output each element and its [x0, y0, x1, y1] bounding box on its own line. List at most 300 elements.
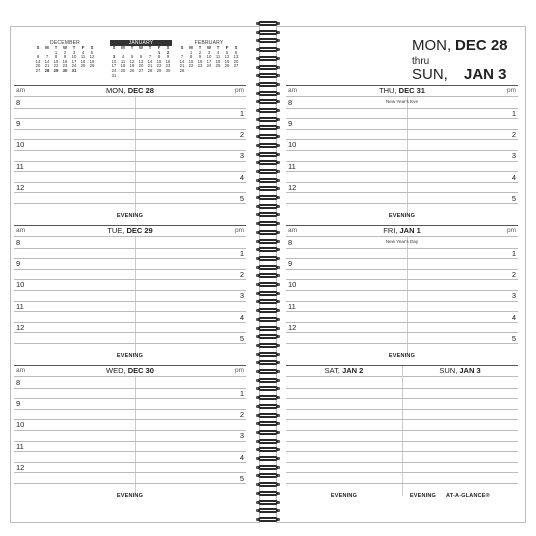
- hour-label-pm: 5: [239, 474, 244, 483]
- mini-calendar-date: 16: [165, 58, 171, 64]
- mini-calendar-date: 18: [215, 58, 221, 64]
- spiral-ring: [256, 37, 280, 44]
- time-slot-line: [14, 150, 246, 151]
- am-label: am: [16, 87, 26, 94]
- pm-label: pm: [234, 367, 244, 374]
- time-slot-line: [286, 118, 518, 119]
- header-underline: [14, 236, 246, 237]
- mini-calendar-date: 28: [147, 67, 153, 73]
- day-block-thu[interactable]: [286, 86, 518, 226]
- spiral-ring: [256, 255, 280, 262]
- time-slot-line: [286, 290, 518, 291]
- header-underline: [286, 236, 518, 237]
- hour-label-am: 8: [16, 98, 21, 107]
- mini-calendar-date: 22: [156, 63, 162, 69]
- day-name: [14, 226, 246, 235]
- mini-calendar-date: 6: [234, 49, 238, 55]
- day-of-week: SAT,: [324, 366, 340, 375]
- time-slot-line: [286, 483, 518, 484]
- mini-calendar-date: 15: [188, 58, 194, 64]
- time-slot-line: [286, 129, 518, 130]
- time-slot-line: [14, 248, 246, 249]
- day-name: [14, 366, 246, 375]
- time-slot-line: [286, 451, 518, 452]
- mini-calendar-date: [232, 69, 240, 74]
- mini-calendar-date: 31: [111, 72, 117, 78]
- mini-calendar-date: 23: [165, 63, 171, 69]
- mini-calendar-date: 16: [197, 58, 203, 64]
- spiral-ring: [256, 238, 280, 245]
- spiral-ring: [256, 385, 280, 392]
- evening-label: EVENING: [330, 493, 358, 499]
- mini-calendar-date: 23: [62, 63, 68, 69]
- time-slot-line: [14, 258, 246, 259]
- weekday-label: M: [121, 45, 125, 50]
- hour-label-pm: 2: [511, 270, 516, 279]
- mini-calendar-date: [88, 69, 96, 74]
- spiral-ring: [256, 455, 280, 462]
- mini-calendar-date: 1: [54, 49, 58, 55]
- time-slot-line: [286, 192, 518, 193]
- weekday-label: S: [112, 45, 116, 50]
- time-slot-line: [14, 290, 246, 291]
- mini-calendar-date: 27: [35, 67, 41, 73]
- time-slot-line: [14, 332, 246, 333]
- time-slot-line: [14, 462, 246, 463]
- mini-calendar: [178, 40, 240, 74]
- spiral-ring: [256, 438, 280, 445]
- time-slot-line: [14, 139, 246, 140]
- mini-calendar-date: 21: [147, 63, 153, 69]
- day-header: [286, 86, 518, 96]
- spiral-ring: [256, 81, 280, 88]
- hour-label-pm: 2: [239, 270, 244, 279]
- hour-label-pm: 2: [239, 130, 244, 139]
- spiral-ring: [256, 272, 280, 279]
- mini-calendar-date: 9: [198, 54, 202, 60]
- hour-label-pm: 3: [239, 151, 244, 160]
- weekday-label: S: [234, 45, 238, 50]
- mini-calendar-date: 16: [62, 58, 68, 64]
- mini-calendar-date: 28: [44, 67, 50, 73]
- mini-calendar-date: [155, 74, 163, 79]
- spiral-ring: [256, 325, 280, 332]
- day-date: DEC 28: [127, 86, 154, 95]
- spiral-ring: [256, 220, 280, 227]
- column-divider: [135, 97, 136, 213]
- spiral-ring: [256, 177, 280, 184]
- mini-calendar-date: 2: [166, 49, 170, 55]
- hour-label-pm: 2: [511, 130, 516, 139]
- spiral-binding: [256, 20, 280, 528]
- day-of-week: SUN,: [439, 366, 458, 375]
- mini-calendar-date: 11: [120, 58, 126, 64]
- hour-label-am: 9: [288, 259, 293, 268]
- spiral-ring: [256, 264, 280, 271]
- mini-calendar-date: [214, 69, 222, 74]
- time-slot-line: [14, 279, 246, 280]
- hour-label-am: 9: [16, 259, 21, 268]
- hour-label-am: 10: [16, 140, 25, 149]
- time-slot-line: [14, 388, 246, 389]
- mini-calendar-date: 18: [80, 58, 86, 64]
- time-slot-line: [14, 182, 246, 183]
- pm-label: pm: [506, 227, 516, 234]
- week-thru: thru: [412, 56, 430, 67]
- day-block-mon[interactable]: [14, 86, 246, 226]
- spiral-ring: [256, 159, 280, 166]
- time-slot-line: [286, 430, 518, 431]
- time-slot-line: [14, 451, 246, 452]
- time-slot-line: [286, 462, 518, 463]
- time-slot-line: [14, 441, 246, 442]
- hour-label-am: 11: [288, 162, 296, 171]
- mini-calendar-date: 15: [156, 58, 162, 64]
- evening-label: EVENING: [116, 493, 144, 499]
- weekday-label: S: [90, 45, 94, 50]
- evening-label: EVENING: [388, 353, 416, 359]
- mini-calendar-date: 17: [71, 58, 77, 64]
- day-date: JAN 3: [459, 366, 481, 375]
- mini-calendar-date: 3: [207, 49, 211, 55]
- hour-label-am: 9: [288, 119, 293, 128]
- mini-calendar-date: 5: [225, 49, 229, 55]
- mini-calendar-date: 22: [188, 63, 194, 69]
- day-name: [286, 226, 518, 235]
- day-name-sat[interactable]: [286, 366, 402, 375]
- weekday-label: F: [157, 45, 161, 50]
- mini-calendar: [110, 40, 172, 78]
- hour-label-pm: 1: [239, 249, 244, 258]
- header-rule: [14, 225, 246, 226]
- weekday-label: S: [180, 45, 184, 50]
- day-date: DEC 31: [398, 86, 425, 95]
- time-slot-line: [14, 161, 246, 162]
- time-slot-line: [14, 129, 246, 130]
- spiral-ring: [256, 55, 280, 62]
- mini-calendar-date: 4: [216, 49, 220, 55]
- spiral-ring: [256, 403, 280, 410]
- mini-calendar-date: 17: [206, 58, 212, 64]
- day-name-sun[interactable]: [402, 366, 518, 375]
- am-label: am: [288, 227, 298, 234]
- mini-calendar-date: 19: [89, 58, 95, 64]
- mini-calendar-date: [196, 69, 204, 74]
- mini-calendar-date: [137, 74, 145, 79]
- mini-calendar-date: [119, 74, 127, 79]
- hour-label-am: 8: [288, 98, 293, 107]
- time-slot-line: [14, 301, 246, 302]
- pm-label: pm: [234, 227, 244, 234]
- mini-calendar-month: JANUARY: [110, 40, 172, 46]
- mini-calendar-date: 26: [89, 63, 95, 69]
- time-slot-line: [14, 311, 246, 312]
- mini-calendar-date: 26: [224, 63, 230, 69]
- week-end-date: JAN 3: [464, 66, 507, 83]
- header-rule: [14, 365, 246, 366]
- spiral-ring: [256, 90, 280, 97]
- mini-calendar-date: 27: [233, 63, 239, 69]
- spiral-ring: [256, 151, 280, 158]
- mini-calendar-date: 9: [63, 54, 67, 60]
- hour-label-pm: 4: [511, 173, 516, 182]
- time-slot-line: [286, 269, 518, 270]
- mini-calendar-date: 29: [53, 67, 59, 73]
- mini-calendar-date: 21: [44, 63, 50, 69]
- spiral-ring: [256, 342, 280, 349]
- spiral-ring: [256, 368, 280, 375]
- mini-calendar-date: 6: [139, 54, 143, 60]
- hour-label-am: 11: [288, 302, 296, 311]
- weekday-label: S: [166, 45, 170, 50]
- mini-calendar-date: 18: [120, 63, 126, 69]
- header-underline: [14, 96, 246, 97]
- spiral-ring: [256, 481, 280, 488]
- hour-label-am: 12: [288, 323, 297, 332]
- day-header: [286, 226, 518, 236]
- mini-calendar-date: [146, 74, 154, 79]
- weekday-label: M: [189, 45, 193, 50]
- time-slot-line: [286, 139, 518, 140]
- mini-calendar-date: 9: [166, 54, 170, 60]
- time-slot-line: [14, 269, 246, 270]
- mini-calendar-date: 21: [179, 63, 185, 69]
- column-divider: [407, 97, 408, 213]
- spiral-ring: [256, 203, 280, 210]
- mini-calendar-date: 30: [165, 67, 171, 73]
- mini-calendar-date: 1: [189, 49, 193, 55]
- hour-label-pm: 4: [239, 173, 244, 182]
- day-of-week: FRI,: [383, 226, 398, 235]
- mini-calendar-date: 15: [53, 58, 59, 64]
- mini-calendar-date: 30: [62, 67, 68, 73]
- mini-calendar-date: 17: [111, 63, 117, 69]
- weekday-label: T: [72, 45, 76, 50]
- time-slot-line: [14, 108, 246, 109]
- hour-label-pm: 5: [239, 194, 244, 203]
- hour-label-pm: 3: [511, 151, 516, 160]
- weekday-label: W: [207, 45, 211, 50]
- mini-calendar-date: 7: [180, 54, 184, 60]
- mini-calendar-date: 3: [72, 49, 76, 55]
- mini-calendar-date: 3: [112, 54, 116, 60]
- day-of-week: THU,: [379, 86, 397, 95]
- mini-calendar-date: [79, 69, 87, 74]
- time-slot-line: [286, 150, 518, 151]
- mini-calendar-week: [110, 74, 172, 79]
- time-slot-line: [286, 279, 518, 280]
- mini-calendar-date: 12: [224, 54, 230, 60]
- mini-calendar-week: [178, 69, 240, 74]
- time-slot-line: [286, 203, 518, 204]
- mini-calendar-week: [34, 69, 96, 74]
- holiday-note: New Year's Eve: [385, 99, 419, 104]
- time-slot-line: [286, 322, 518, 323]
- weekday-label: S: [36, 45, 40, 50]
- time-slot-line: [14, 343, 246, 344]
- am-label: am: [16, 227, 26, 234]
- mini-calendar-date: 24: [206, 63, 212, 69]
- weekday-label: T: [198, 45, 202, 50]
- spiral-ring: [256, 333, 280, 340]
- hour-label-pm: 4: [239, 453, 244, 462]
- time-slot-line: [286, 161, 518, 162]
- day-date: DEC 30: [127, 366, 154, 375]
- mini-calendar-date: 11: [215, 54, 221, 60]
- mini-calendar-date: 8: [54, 54, 58, 60]
- hour-label-am: 8: [288, 238, 293, 247]
- pm-label: pm: [234, 87, 244, 94]
- weekday-label: W: [63, 45, 67, 50]
- hour-label-pm: 4: [239, 313, 244, 322]
- mini-calendar-date: 26: [129, 67, 135, 73]
- time-slot-line: [286, 388, 518, 389]
- mini-calendar-date: 25: [120, 67, 126, 73]
- mini-calendar-date: [128, 74, 136, 79]
- mini-calendar-date: 10: [111, 58, 117, 64]
- time-slot-line: [286, 409, 518, 410]
- spiral-ring: [256, 359, 280, 366]
- hour-label-pm: 4: [511, 313, 516, 322]
- am-label: am: [288, 87, 298, 94]
- mini-calendar-date: 14: [179, 58, 185, 64]
- time-slot-line: [286, 441, 518, 442]
- mini-calendar-date: 10: [71, 54, 77, 60]
- spiral-ring: [256, 64, 280, 71]
- spiral-ring: [256, 290, 280, 297]
- time-slot-line: [14, 171, 246, 172]
- mini-calendar-date: [223, 69, 231, 74]
- hour-label-pm: 2: [239, 410, 244, 419]
- hour-label-am: 10: [288, 140, 297, 149]
- spiral-ring: [256, 472, 280, 479]
- time-slot-line: [286, 472, 518, 473]
- mini-calendar-date: 8: [189, 54, 193, 60]
- evening-label: EVENING: [116, 213, 144, 219]
- spiral-ring: [256, 464, 280, 471]
- hour-label-pm: 1: [511, 109, 516, 118]
- column-divider: [135, 377, 136, 493]
- evening-label: EVENING: [409, 493, 436, 499]
- day-header: [14, 226, 246, 236]
- spiral-ring: [256, 412, 280, 419]
- time-slot-line: [14, 203, 246, 204]
- day-date: JAN 1: [399, 226, 421, 235]
- mini-calendar-date: 2: [198, 49, 202, 55]
- hour-label-am: 8: [16, 238, 21, 247]
- mini-calendar-date: 28: [179, 67, 185, 73]
- mini-calendar-date: 8: [157, 54, 161, 60]
- evening-label: EVENING: [116, 353, 144, 359]
- mini-calendar-date: 24: [111, 67, 117, 73]
- mini-calendar-date: 4: [121, 54, 125, 60]
- spiral-ring: [256, 516, 280, 523]
- weekend-divider: [402, 366, 403, 496]
- mini-calendar-date: 29: [156, 67, 162, 73]
- header-rule: [14, 85, 246, 86]
- hour-label-am: 9: [16, 399, 21, 408]
- spiral-ring: [256, 281, 280, 288]
- mini-calendar-date: [187, 69, 195, 74]
- spiral-ring: [256, 429, 280, 436]
- time-slot-line: [286, 332, 518, 333]
- weekday-label: T: [216, 45, 220, 50]
- time-slot-line: [14, 430, 246, 431]
- time-slot-line: [286, 419, 518, 420]
- weekday-label: T: [54, 45, 58, 50]
- time-slot-line: [14, 483, 246, 484]
- spiral-ring: [256, 507, 280, 514]
- weekday-label: W: [139, 45, 143, 50]
- weekday-label: M: [45, 45, 49, 50]
- spiral-ring: [256, 107, 280, 114]
- weekday-label: F: [81, 45, 85, 50]
- time-slot-line: [286, 343, 518, 344]
- mini-calendar-date: 19: [129, 63, 135, 69]
- mini-calendar-date: 2: [63, 49, 67, 55]
- mini-calendar-date: 10: [206, 54, 212, 60]
- mini-calendar-month: FEBRUARY: [194, 40, 224, 46]
- header-underline: [286, 96, 518, 97]
- time-slot-line: [14, 409, 246, 410]
- spiral-ring: [256, 420, 280, 427]
- mini-calendar-date: 19: [224, 58, 230, 64]
- spiral-ring: [256, 490, 280, 497]
- hour-label-pm: 5: [239, 334, 244, 343]
- time-slot-line: [286, 182, 518, 183]
- spiral-ring: [256, 499, 280, 506]
- week-start-date: DEC 28: [455, 37, 508, 54]
- day-date: JAN 2: [342, 366, 364, 375]
- brand-logo: AT-A-GLANCE®: [446, 493, 490, 499]
- weekend-block: [286, 366, 518, 506]
- time-slot-line: [286, 171, 518, 172]
- spiral-ring: [256, 116, 280, 123]
- day-block-tue[interactable]: [14, 226, 246, 366]
- am-label: am: [16, 367, 26, 374]
- hour-label-pm: 1: [239, 109, 244, 118]
- pm-label: pm: [506, 87, 516, 94]
- mini-calendar-date: 25: [215, 63, 221, 69]
- mini-calendar-date: 14: [44, 58, 50, 64]
- spiral-ring: [256, 394, 280, 401]
- mini-calendar-date: 13: [138, 58, 144, 64]
- day-header: [14, 366, 246, 376]
- hour-label-am: 12: [288, 183, 297, 192]
- day-name: [14, 86, 246, 95]
- spiral-ring: [256, 211, 280, 218]
- mini-calendar-date: 20: [35, 63, 41, 69]
- mini-calendar-date: 5: [90, 49, 94, 55]
- mini-calendar-date: 6: [36, 54, 40, 60]
- time-slot-line: [286, 258, 518, 259]
- spiral-ring: [256, 72, 280, 79]
- day-block-wed[interactable]: [14, 366, 246, 506]
- mini-calendar: [34, 40, 96, 74]
- hour-label-am: 10: [16, 280, 25, 289]
- mini-calendar-date: [164, 74, 172, 79]
- time-slot-line: [286, 311, 518, 312]
- mini-calendar-month: DECEMBER: [50, 40, 80, 46]
- day-block-fri[interactable]: [286, 226, 518, 366]
- evening-label: EVENING: [388, 213, 416, 219]
- mini-calendar-date: 13: [233, 54, 239, 60]
- spiral-ring: [256, 351, 280, 358]
- spiral-ring: [256, 133, 280, 140]
- spiral-ring: [256, 29, 280, 36]
- time-slot-line: [286, 301, 518, 302]
- weekday-label: T: [130, 45, 134, 50]
